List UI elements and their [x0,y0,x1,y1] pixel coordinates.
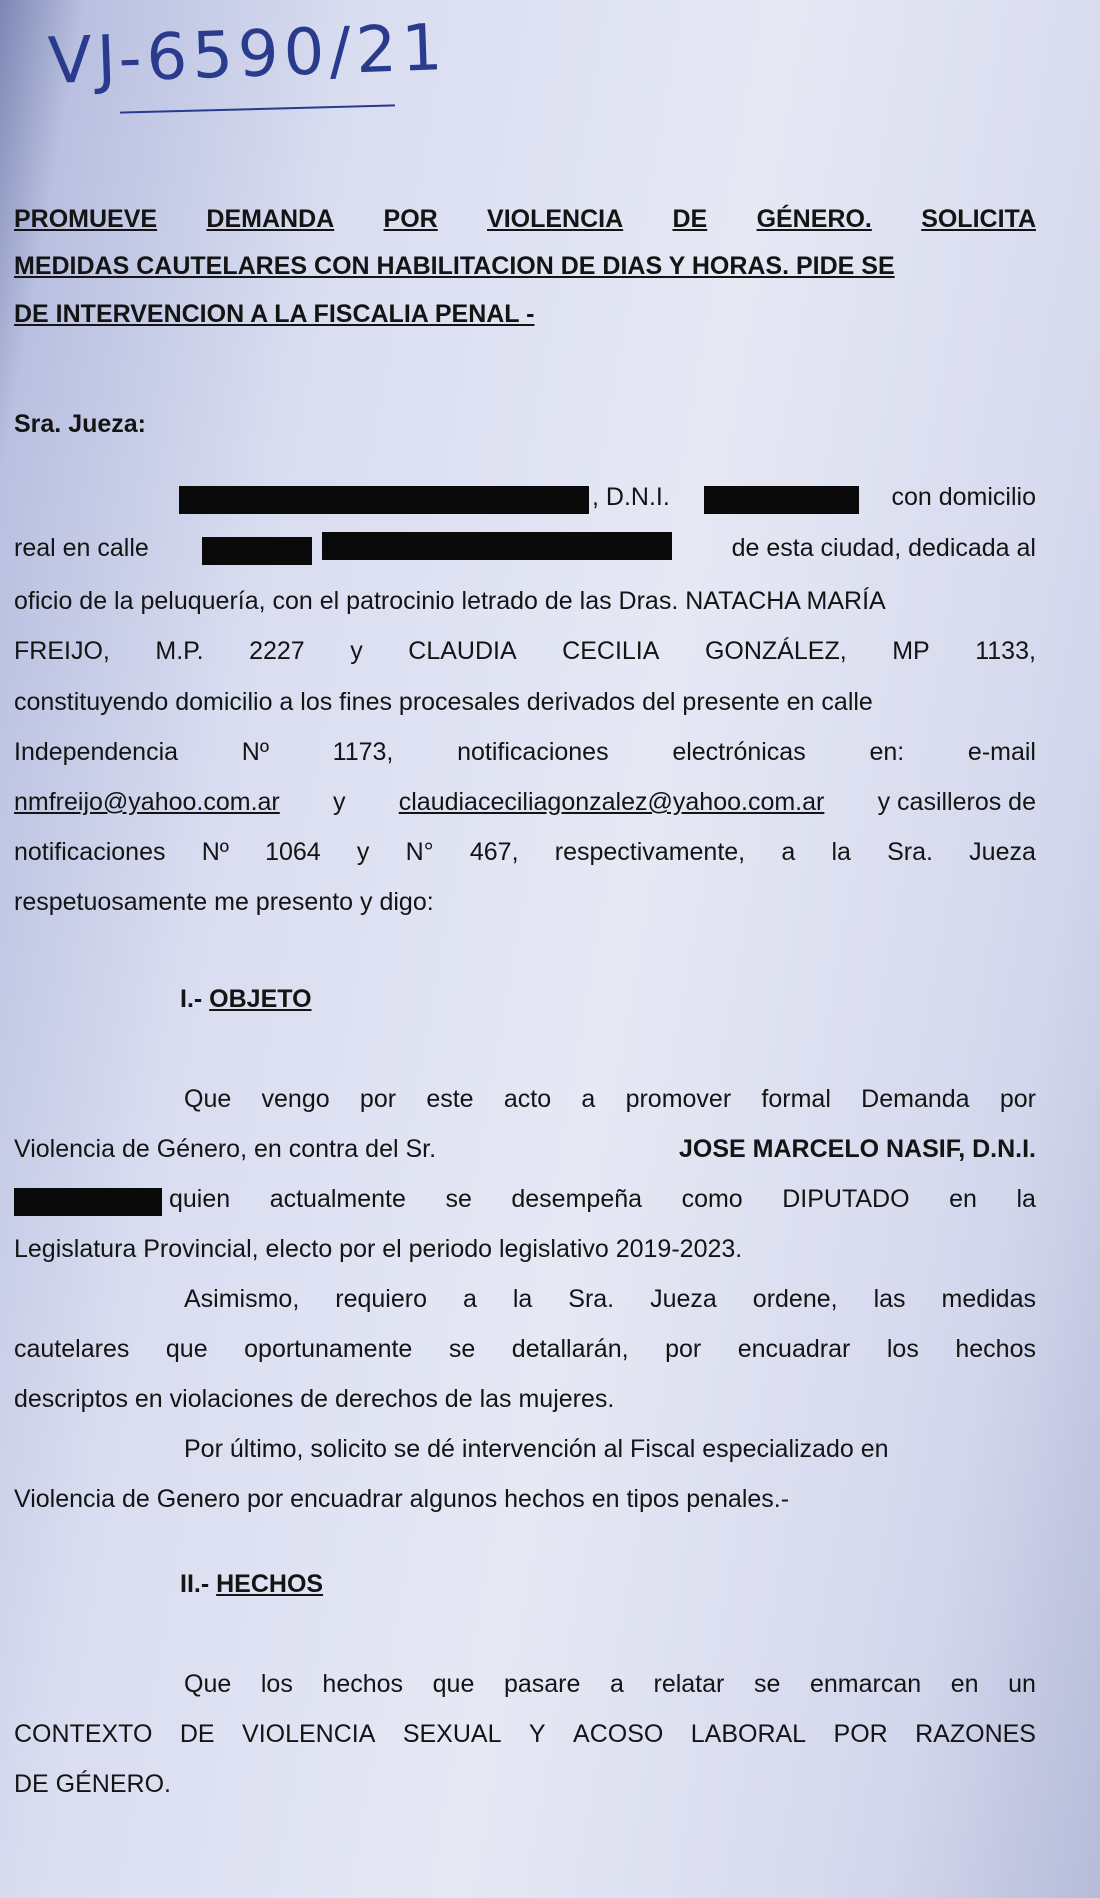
objeto-p2-line-2 [14,1335,1036,1364]
word: SOLICITA [921,205,1036,233]
word: Y [528,1720,546,1748]
word: DE [672,205,708,233]
redacted-name [179,486,589,514]
word: Nº [241,738,269,766]
word: DE [179,1720,215,1748]
email-separator: y [333,788,346,816]
word: Nº [201,838,229,866]
word: hechos [955,1335,1036,1363]
word: en [949,1185,977,1213]
word: se [445,1185,472,1213]
section-objeto-heading [180,985,312,1014]
word: a [781,838,796,866]
word: electrónicas [672,738,806,766]
word: en [950,1670,979,1698]
objeto-text: Violencia de Género, en contra del Sr. [14,1135,437,1163]
street-label: real en calle [14,534,149,562]
word: 1133, [975,637,1036,665]
word: se [753,1670,781,1698]
handwritten-underline [120,104,395,113]
intro-line-5: constituyendo domicilio a los fines procesales derivados del presente en calle [14,688,873,716]
word: RAZONES [915,1720,1036,1748]
defendant-name: JOSE MARCELO NASIF, D.N.I. [679,1135,1036,1163]
word: promover [625,1085,732,1113]
word: 2227 [249,637,305,665]
domicile-label: con domicilio [891,483,1036,511]
word: LABORAL [690,1720,807,1748]
word: VIOLENCIA [242,1720,376,1748]
word: en: [869,738,905,766]
title-line-2: MEDIDAS CAUTELARES CON HABILITACION DE DIAS Y HORAS. PIDE SE [14,252,895,280]
word: detallarán, [511,1335,629,1363]
word: VIOLENCIA [487,205,624,233]
word: y [356,838,370,866]
word: respectivamente, [554,838,746,866]
word: M.P. [155,637,204,665]
redacted-address [322,532,672,560]
word: un [1008,1670,1036,1698]
redacted-street [202,537,312,565]
word: encuadrar [737,1335,851,1363]
word: se [448,1335,476,1363]
word: GÉNERO. [756,205,872,233]
intro-line-3: oficio de la peluquería, con el patrocinio letrado de las Dras. NATACHA MARÍA [14,587,886,615]
word: acto [503,1085,552,1113]
word: PROMUEVE [14,205,158,233]
word: notificaciones [457,738,609,766]
word: 467, [469,838,519,866]
word: CLAUDIA [408,637,517,665]
word: e-mail [967,738,1036,766]
email-link-gonzalez[interactable]: claudiaceciliagonzalez@yahoo.com.ar [398,788,825,816]
word: FREIJO, [14,637,110,665]
word: los [260,1670,293,1698]
objeto-p1-line-3-text [169,1185,1036,1214]
word: CECILIA [562,637,660,665]
word: y [350,637,363,665]
word: Jueza [650,1285,717,1313]
intro-line-8 [14,838,1036,867]
word: 1173, [332,738,394,766]
word: pasare [503,1670,581,1698]
salutation: Sra. Jueza: [14,410,147,438]
section-number: I.- [180,985,203,1013]
word: enmarcan [809,1670,922,1698]
word: como [681,1185,743,1213]
word: las [873,1285,906,1313]
word: a [610,1670,624,1698]
hechos-p1-line-1 [184,1670,1036,1699]
word: relatar [653,1670,725,1698]
word: la [512,1285,533,1313]
word: CONTEXTO [14,1720,153,1748]
word: que [165,1335,208,1363]
title-line-1 [14,205,1036,234]
word: Asimismo, [184,1285,300,1313]
dni-label: , D.N.I. [592,483,670,511]
word: DEMANDA [206,205,335,233]
word: Jueza [969,838,1036,866]
word: a [462,1285,477,1313]
word: a [581,1085,596,1113]
word: Sra. [887,838,933,866]
word: Sra. [568,1285,615,1313]
section-number: II.- [180,1570,210,1598]
word: requiero [335,1285,427,1313]
word: que [432,1670,475,1698]
word: ACOSO [573,1720,664,1748]
word: cautelares [14,1335,130,1363]
section-hechos-heading [180,1570,323,1599]
word: POR [833,1720,888,1748]
word: desempeña [511,1185,643,1213]
section-title: HECHOS [216,1570,324,1598]
word: Independencia [14,738,179,766]
word: por [999,1085,1036,1113]
word: quien [169,1185,231,1213]
word: MP [892,637,930,665]
objeto-p1-line-1 [184,1085,1036,1114]
objeto-p3-line-1: Por último, solicito se dé intervención al Fiscal especializado en [184,1435,889,1463]
objeto-p2-line-3: descriptos en violaciones de derechos de las mujeres. [14,1385,615,1413]
word: este [426,1085,474,1113]
word: actualmente [269,1185,406,1213]
word: formal [761,1085,831,1113]
hechos-p1-line-2 [14,1720,1036,1749]
word: notificaciones [14,838,166,866]
email-link-freijo[interactable]: nmfreijo@yahoo.com.ar [14,788,280,816]
word: Que [184,1085,232,1113]
word: la [1016,1185,1036,1213]
redacted-defendant-dni [14,1188,162,1216]
word: 1064 [265,838,321,866]
redacted-dni [704,486,859,514]
word: ordene, [752,1285,838,1313]
intro-line-7 [14,788,1036,817]
intro-line-9: respetuosamente me presento y digo: [14,888,434,916]
mailbox-text: y casilleros de [877,788,1036,816]
objeto-p1-line-4: Legislatura Provincial, electo por el periodo legislativo 2019-2023. [14,1235,743,1263]
word: vengo [261,1085,330,1113]
word: Demanda [861,1085,970,1113]
word: oportunamente [244,1335,413,1363]
section-title: OBJETO [209,985,312,1013]
word: Que [184,1670,232,1698]
word: SEXUAL [402,1720,502,1748]
city-occupation-text: de esta ciudad, dedicada al [731,534,1036,562]
word: GONZÁLEZ, [704,637,847,665]
word: POR [383,205,438,233]
intro-line-4 [14,637,1036,666]
objeto-p3-line-2: Violencia de Genero por encuadrar algunos hechos en tipos penales.- [14,1485,790,1513]
word: por [665,1335,702,1363]
word: medidas [941,1285,1036,1313]
word: DIPUTADO [782,1185,910,1213]
word: hechos [322,1670,404,1698]
word: los [886,1335,919,1363]
intro-line-6 [14,738,1036,767]
objeto-p2-line-1 [184,1285,1036,1314]
objeto-p1-line-2 [14,1135,1036,1164]
hechos-p1-line-3: DE GÉNERO. [14,1770,171,1798]
word: por [359,1085,397,1113]
word: la [831,838,851,866]
title-line-3: DE INTERVENCION A LA FISCALIA PENAL - [14,300,535,328]
handwritten-file-number: VJ-6590/21 [46,11,449,99]
word: N° [405,838,434,866]
